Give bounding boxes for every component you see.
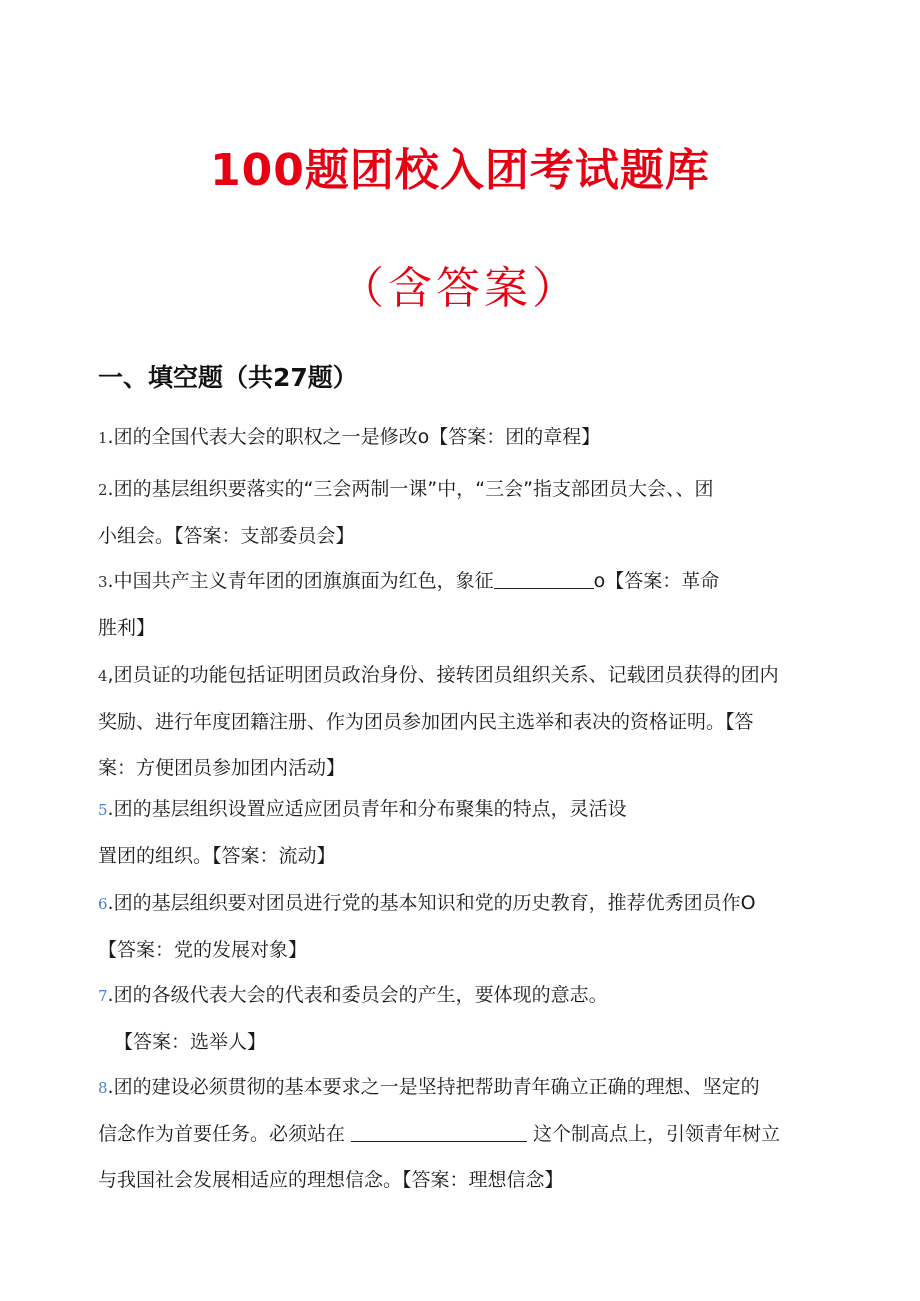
answer-blank: [351, 1119, 527, 1142]
question-5: [98, 786, 822, 879]
question-text: 这个制高点上，引领青年树立: [533, 1123, 781, 1145]
question-number: 5: [98, 801, 108, 819]
document-title: 100题团校入团考试题库: [210, 145, 710, 196]
question-text: .团的基层组织要落实的“三会两制一课”中，“三会”指支部团员大会、、团: [107, 478, 714, 500]
question-text: 【答案：选举人】: [114, 1031, 267, 1053]
document-subtitle: （含答案）: [340, 263, 580, 314]
question-number: 2: [98, 481, 108, 499]
question-6: [98, 880, 822, 973]
question-text: 胜利】: [98, 617, 156, 639]
question-text: 信念作为首要任务。必须站在: [98, 1123, 346, 1145]
question-text: .团的各级代表大会的代表和委员会的产生，要体现的意志。: [107, 984, 608, 1006]
question-2: [98, 466, 822, 559]
question-8: [98, 1064, 822, 1203]
question-7: [98, 972, 822, 1065]
question-number: 8: [98, 1079, 108, 1097]
question-1: [98, 414, 822, 461]
question-text: 奖励、进行年度团籍注册、作为团员参加团内民主选举和表决的资格证明。【答: [98, 711, 754, 733]
question-text: .中国共产主义青年团的团旗旗面为红色，象征: [107, 570, 494, 592]
question-3: [98, 558, 822, 651]
question-number: 7: [98, 987, 108, 1005]
question-text: .团的全国代表大会的职权之一是修改o【答案：团的章程】: [107, 426, 601, 448]
question-text: 【答案：党的发展对象】: [98, 939, 308, 961]
section-heading: 一、填空题（共27题）: [98, 363, 358, 392]
question-number: 4: [98, 667, 108, 685]
question-text: .团的建设必须贯彻的基本要求之一是坚持把帮助青年确立正确的理想、坚定的: [107, 1076, 760, 1098]
question-text: .团的基层组织要对团员进行党的基本知识和党的历史教育，推荐优秀团员作O: [107, 892, 756, 914]
answer-blank: [494, 566, 594, 589]
question-4: [98, 652, 822, 791]
question-text: 与我国社会发展相适应的理想信念。【答案：理想信念】: [98, 1169, 564, 1191]
question-number: 6: [98, 895, 108, 913]
question-text: o【答案：革命: [593, 570, 720, 592]
question-number: 3: [98, 573, 108, 591]
question-text: 案：方便团员参加团内活动】: [98, 757, 346, 779]
question-number: 1: [98, 429, 108, 447]
question-text: ,团员证的功能包括证明团员政治身份、接转团员组织关系、记载团员获得的团内: [107, 664, 779, 686]
question-text: 小组会。【答案：支部委员会】: [98, 525, 355, 547]
question-text: 置团的组织。【答案：流动】: [98, 845, 336, 867]
question-text: .团的基层组织设置应适应团员青年和分布聚集的特点，灵活设: [107, 798, 627, 820]
